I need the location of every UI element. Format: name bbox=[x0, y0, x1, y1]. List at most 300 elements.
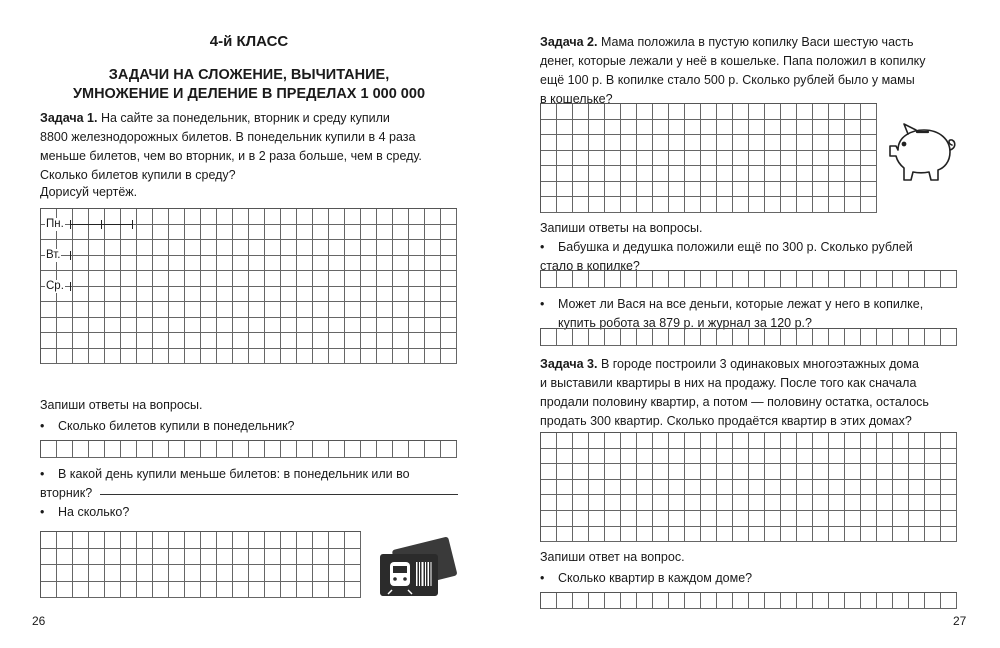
grid-cell[interactable] bbox=[717, 197, 733, 213]
grid-cell[interactable] bbox=[377, 271, 393, 287]
grid-cell[interactable] bbox=[345, 441, 361, 458]
grid-cell[interactable] bbox=[329, 240, 345, 256]
grid-cell[interactable] bbox=[669, 135, 685, 151]
grid-cell[interactable] bbox=[829, 511, 845, 527]
grid-cell[interactable] bbox=[573, 104, 589, 120]
grid-cell[interactable] bbox=[41, 582, 57, 599]
grid-cell[interactable] bbox=[925, 271, 941, 288]
grid-cell[interactable] bbox=[105, 549, 121, 566]
grid-cell[interactable] bbox=[749, 433, 765, 449]
grid-cell[interactable] bbox=[941, 480, 957, 496]
grid-cell[interactable] bbox=[73, 349, 89, 365]
grid-cell[interactable] bbox=[653, 511, 669, 527]
grid-cell[interactable] bbox=[329, 333, 345, 349]
grid-cell[interactable] bbox=[329, 441, 345, 458]
grid-cell[interactable] bbox=[313, 256, 329, 272]
grid-cell[interactable] bbox=[925, 329, 941, 346]
grid-cell[interactable] bbox=[557, 433, 573, 449]
grid-cell[interactable] bbox=[637, 135, 653, 151]
grid-cell[interactable] bbox=[557, 271, 573, 288]
grid-cell[interactable] bbox=[781, 166, 797, 182]
grid-cell[interactable] bbox=[393, 256, 409, 272]
grid-cell[interactable] bbox=[781, 120, 797, 136]
grid-cell[interactable] bbox=[393, 225, 409, 241]
grid-cell[interactable] bbox=[265, 582, 281, 599]
grid-cell[interactable] bbox=[669, 495, 685, 511]
grid-cell[interactable] bbox=[669, 271, 685, 288]
grid-cell[interactable] bbox=[573, 511, 589, 527]
grid-cell[interactable] bbox=[701, 593, 717, 609]
grid-cell[interactable] bbox=[313, 271, 329, 287]
grid-cell[interactable] bbox=[73, 333, 89, 349]
grid-cell[interactable] bbox=[685, 464, 701, 480]
grid-cell[interactable] bbox=[121, 349, 137, 365]
grid-cell[interactable] bbox=[765, 433, 781, 449]
grid-cell[interactable] bbox=[749, 593, 765, 609]
grid-cell[interactable] bbox=[701, 104, 717, 120]
grid-cell[interactable] bbox=[121, 532, 137, 549]
grid-cell[interactable] bbox=[137, 565, 153, 582]
grid-cell[interactable] bbox=[169, 333, 185, 349]
grid-cell[interactable] bbox=[217, 565, 233, 582]
grid-cell[interactable] bbox=[297, 441, 313, 458]
grid-cell[interactable] bbox=[169, 225, 185, 241]
grid-cell[interactable] bbox=[573, 329, 589, 346]
grid-cell[interactable] bbox=[73, 209, 89, 225]
grid-cell[interactable] bbox=[669, 151, 685, 167]
grid-cell[interactable] bbox=[425, 209, 441, 225]
grid-cell[interactable] bbox=[765, 182, 781, 198]
grid-cell[interactable] bbox=[893, 449, 909, 465]
grid-cell[interactable] bbox=[861, 135, 877, 151]
grid-cell[interactable] bbox=[185, 441, 201, 458]
grid-cell[interactable] bbox=[829, 151, 845, 167]
grid-cell[interactable] bbox=[541, 151, 557, 167]
grid-cell[interactable] bbox=[153, 302, 169, 318]
grid-cell[interactable] bbox=[861, 593, 877, 609]
grid-cell[interactable] bbox=[941, 464, 957, 480]
grid-cell[interactable] bbox=[637, 182, 653, 198]
grid-cell[interactable] bbox=[329, 256, 345, 272]
grid-cell[interactable] bbox=[653, 480, 669, 496]
grid-cell[interactable] bbox=[557, 135, 573, 151]
grid-cell[interactable] bbox=[573, 527, 589, 543]
grid-cell[interactable] bbox=[669, 433, 685, 449]
grid-cell[interactable] bbox=[829, 104, 845, 120]
grid-cell[interactable] bbox=[233, 532, 249, 549]
right-answer-3-grid[interactable] bbox=[540, 592, 957, 609]
grid-cell[interactable] bbox=[409, 271, 425, 287]
grid-cell[interactable] bbox=[861, 433, 877, 449]
grid-cell[interactable] bbox=[637, 495, 653, 511]
grid-cell[interactable] bbox=[685, 511, 701, 527]
grid-cell[interactable] bbox=[605, 511, 621, 527]
grid-cell[interactable] bbox=[441, 256, 457, 272]
grid-cell[interactable] bbox=[605, 135, 621, 151]
grid-cell[interactable] bbox=[717, 433, 733, 449]
grid-cell[interactable] bbox=[329, 287, 345, 303]
grid-cell[interactable] bbox=[701, 271, 717, 288]
grid-cell[interactable] bbox=[153, 349, 169, 365]
grid-cell[interactable] bbox=[637, 197, 653, 213]
grid-cell[interactable] bbox=[701, 449, 717, 465]
grid-cell[interactable] bbox=[653, 120, 669, 136]
grid-cell[interactable] bbox=[541, 433, 557, 449]
grid-cell[interactable] bbox=[669, 104, 685, 120]
grid-cell[interactable] bbox=[941, 527, 957, 543]
grid-cell[interactable] bbox=[121, 549, 137, 566]
grid-cell[interactable] bbox=[749, 480, 765, 496]
grid-cell[interactable] bbox=[765, 495, 781, 511]
grid-cell[interactable] bbox=[297, 209, 313, 225]
grid-cell[interactable] bbox=[813, 527, 829, 543]
grid-cell[interactable] bbox=[377, 441, 393, 458]
grid-cell[interactable] bbox=[637, 480, 653, 496]
grid-cell[interactable] bbox=[233, 318, 249, 334]
grid-cell[interactable] bbox=[685, 329, 701, 346]
grid-cell[interactable] bbox=[605, 433, 621, 449]
grid-cell[interactable] bbox=[41, 441, 57, 458]
task-1-drawing-grid[interactable] bbox=[40, 208, 457, 364]
grid-cell[interactable] bbox=[89, 441, 105, 458]
grid-cell[interactable] bbox=[813, 511, 829, 527]
grid-cell[interactable] bbox=[313, 302, 329, 318]
grid-cell[interactable] bbox=[541, 120, 557, 136]
grid-cell[interactable] bbox=[345, 349, 361, 365]
grid-cell[interactable] bbox=[893, 593, 909, 609]
grid-cell[interactable] bbox=[153, 318, 169, 334]
grid-cell[interactable] bbox=[861, 120, 877, 136]
grid-cell[interactable] bbox=[201, 582, 217, 599]
grid-cell[interactable] bbox=[573, 197, 589, 213]
grid-cell[interactable] bbox=[621, 464, 637, 480]
grid-cell[interactable] bbox=[893, 433, 909, 449]
grid-cell[interactable] bbox=[105, 565, 121, 582]
grid-cell[interactable] bbox=[621, 182, 637, 198]
grid-cell[interactable] bbox=[201, 318, 217, 334]
grid-cell[interactable] bbox=[557, 527, 573, 543]
grid-cell[interactable] bbox=[313, 441, 329, 458]
grid-cell[interactable] bbox=[637, 120, 653, 136]
grid-cell[interactable] bbox=[845, 135, 861, 151]
grid-cell[interactable] bbox=[233, 240, 249, 256]
grid-cell[interactable] bbox=[877, 593, 893, 609]
grid-cell[interactable] bbox=[89, 287, 105, 303]
grid-cell[interactable] bbox=[717, 271, 733, 288]
grid-cell[interactable] bbox=[313, 209, 329, 225]
grid-cell[interactable] bbox=[701, 151, 717, 167]
grid-cell[interactable] bbox=[813, 104, 829, 120]
grid-cell[interactable] bbox=[541, 527, 557, 543]
grid-cell[interactable] bbox=[249, 256, 265, 272]
grid-cell[interactable] bbox=[41, 532, 57, 549]
grid-cell[interactable] bbox=[589, 433, 605, 449]
grid-cell[interactable] bbox=[541, 104, 557, 120]
grid-cell[interactable] bbox=[121, 240, 137, 256]
grid-cell[interactable] bbox=[233, 256, 249, 272]
grid-cell[interactable] bbox=[557, 166, 573, 182]
grid-cell[interactable] bbox=[685, 166, 701, 182]
grid-cell[interactable] bbox=[845, 182, 861, 198]
grid-cell[interactable] bbox=[441, 271, 457, 287]
grid-cell[interactable] bbox=[441, 240, 457, 256]
grid-cell[interactable] bbox=[89, 302, 105, 318]
grid-cell[interactable] bbox=[409, 287, 425, 303]
grid-cell[interactable] bbox=[941, 271, 957, 288]
grid-cell[interactable] bbox=[557, 104, 573, 120]
grid-cell[interactable] bbox=[861, 480, 877, 496]
grid-cell[interactable] bbox=[829, 271, 845, 288]
grid-cell[interactable] bbox=[925, 449, 941, 465]
grid-cell[interactable] bbox=[153, 287, 169, 303]
grid-cell[interactable] bbox=[717, 495, 733, 511]
grid-cell[interactable] bbox=[749, 120, 765, 136]
grid-cell[interactable] bbox=[201, 209, 217, 225]
task-3-solution-grid[interactable] bbox=[540, 432, 957, 542]
grid-cell[interactable] bbox=[313, 318, 329, 334]
grid-cell[interactable] bbox=[733, 151, 749, 167]
grid-cell[interactable] bbox=[781, 449, 797, 465]
grid-cell[interactable] bbox=[345, 271, 361, 287]
grid-cell[interactable] bbox=[361, 302, 377, 318]
grid-cell[interactable] bbox=[121, 225, 137, 241]
grid-cell[interactable] bbox=[361, 333, 377, 349]
grid-cell[interactable] bbox=[105, 271, 121, 287]
grid-cell[interactable] bbox=[797, 271, 813, 288]
grid-cell[interactable] bbox=[425, 349, 441, 365]
grid-cell[interactable] bbox=[105, 302, 121, 318]
grid-cell[interactable] bbox=[797, 593, 813, 609]
grid-cell[interactable] bbox=[345, 318, 361, 334]
grid-cell[interactable] bbox=[845, 464, 861, 480]
grid-cell[interactable] bbox=[89, 225, 105, 241]
grid-cell[interactable] bbox=[701, 527, 717, 543]
grid-cell[interactable] bbox=[249, 549, 265, 566]
grid-cell[interactable] bbox=[441, 349, 457, 365]
grid-cell[interactable] bbox=[233, 209, 249, 225]
grid-cell[interactable] bbox=[265, 441, 281, 458]
grid-cell[interactable] bbox=[441, 441, 457, 458]
left-answer-1-grid[interactable] bbox=[40, 440, 457, 458]
grid-cell[interactable] bbox=[749, 511, 765, 527]
grid-cell[interactable] bbox=[861, 182, 877, 198]
grid-cell[interactable] bbox=[265, 287, 281, 303]
grid-cell[interactable] bbox=[281, 271, 297, 287]
grid-cell[interactable] bbox=[41, 302, 57, 318]
grid-cell[interactable] bbox=[717, 464, 733, 480]
grid-cell[interactable] bbox=[393, 349, 409, 365]
grid-cell[interactable] bbox=[425, 271, 441, 287]
grid-cell[interactable] bbox=[701, 135, 717, 151]
grid-cell[interactable] bbox=[313, 532, 329, 549]
grid-cell[interactable] bbox=[265, 256, 281, 272]
grid-cell[interactable] bbox=[701, 120, 717, 136]
grid-cell[interactable] bbox=[297, 225, 313, 241]
grid-cell[interactable] bbox=[637, 449, 653, 465]
grid-cell[interactable] bbox=[813, 120, 829, 136]
grid-cell[interactable] bbox=[717, 449, 733, 465]
grid-cell[interactable] bbox=[57, 302, 73, 318]
grid-cell[interactable] bbox=[621, 271, 637, 288]
grid-cell[interactable] bbox=[73, 287, 89, 303]
grid-cell[interactable] bbox=[845, 329, 861, 346]
grid-cell[interactable] bbox=[409, 302, 425, 318]
grid-cell[interactable] bbox=[441, 209, 457, 225]
grid-cell[interactable] bbox=[137, 349, 153, 365]
grid-cell[interactable] bbox=[217, 256, 233, 272]
grid-cell[interactable] bbox=[653, 527, 669, 543]
grid-cell[interactable] bbox=[813, 166, 829, 182]
grid-cell[interactable] bbox=[605, 104, 621, 120]
grid-cell[interactable] bbox=[781, 527, 797, 543]
grid-cell[interactable] bbox=[765, 151, 781, 167]
grid-cell[interactable] bbox=[345, 209, 361, 225]
grid-cell[interactable] bbox=[605, 480, 621, 496]
grid-cell[interactable] bbox=[717, 182, 733, 198]
grid-cell[interactable] bbox=[829, 166, 845, 182]
grid-cell[interactable] bbox=[621, 495, 637, 511]
grid-cell[interactable] bbox=[685, 104, 701, 120]
grid-cell[interactable] bbox=[653, 135, 669, 151]
grid-cell[interactable] bbox=[297, 271, 313, 287]
grid-cell[interactable] bbox=[169, 349, 185, 365]
grid-cell[interactable] bbox=[829, 593, 845, 609]
grid-cell[interactable] bbox=[105, 287, 121, 303]
grid-cell[interactable] bbox=[345, 256, 361, 272]
grid-cell[interactable] bbox=[89, 333, 105, 349]
grid-cell[interactable] bbox=[265, 271, 281, 287]
grid-cell[interactable] bbox=[861, 197, 877, 213]
grid-cell[interactable] bbox=[73, 441, 89, 458]
grid-cell[interactable] bbox=[909, 511, 925, 527]
grid-cell[interactable] bbox=[829, 480, 845, 496]
grid-cell[interactable] bbox=[169, 549, 185, 566]
grid-cell[interactable] bbox=[877, 433, 893, 449]
grid-cell[interactable] bbox=[557, 464, 573, 480]
grid-cell[interactable] bbox=[893, 527, 909, 543]
grid-cell[interactable] bbox=[265, 549, 281, 566]
grid-cell[interactable] bbox=[669, 480, 685, 496]
grid-cell[interactable] bbox=[845, 433, 861, 449]
grid-cell[interactable] bbox=[313, 225, 329, 241]
grid-cell[interactable] bbox=[153, 209, 169, 225]
grid-cell[interactable] bbox=[653, 449, 669, 465]
grid-cell[interactable] bbox=[813, 593, 829, 609]
grid-cell[interactable] bbox=[605, 271, 621, 288]
grid-cell[interactable] bbox=[185, 256, 201, 272]
grid-cell[interactable] bbox=[781, 197, 797, 213]
grid-cell[interactable] bbox=[685, 197, 701, 213]
grid-cell[interactable] bbox=[265, 209, 281, 225]
grid-cell[interactable] bbox=[877, 329, 893, 346]
grid-cell[interactable] bbox=[701, 329, 717, 346]
grid-cell[interactable] bbox=[169, 240, 185, 256]
grid-cell[interactable] bbox=[557, 495, 573, 511]
grid-cell[interactable] bbox=[685, 135, 701, 151]
grid-cell[interactable] bbox=[733, 527, 749, 543]
grid-cell[interactable] bbox=[637, 104, 653, 120]
grid-cell[interactable] bbox=[329, 225, 345, 241]
grid-cell[interactable] bbox=[105, 318, 121, 334]
grid-cell[interactable] bbox=[185, 225, 201, 241]
grid-cell[interactable] bbox=[829, 449, 845, 465]
grid-cell[interactable] bbox=[589, 495, 605, 511]
grid-cell[interactable] bbox=[153, 532, 169, 549]
grid-cell[interactable] bbox=[137, 256, 153, 272]
grid-cell[interactable] bbox=[861, 449, 877, 465]
grid-cell[interactable] bbox=[233, 225, 249, 241]
grid-cell[interactable] bbox=[621, 151, 637, 167]
grid-cell[interactable] bbox=[393, 302, 409, 318]
grid-cell[interactable] bbox=[925, 464, 941, 480]
grid-cell[interactable] bbox=[541, 197, 557, 213]
grid-cell[interactable] bbox=[909, 449, 925, 465]
grid-cell[interactable] bbox=[669, 511, 685, 527]
grid-cell[interactable] bbox=[717, 511, 733, 527]
grid-cell[interactable] bbox=[297, 302, 313, 318]
grid-cell[interactable] bbox=[589, 329, 605, 346]
grid-cell[interactable] bbox=[781, 151, 797, 167]
grid-cell[interactable] bbox=[685, 151, 701, 167]
grid-cell[interactable] bbox=[249, 209, 265, 225]
grid-cell[interactable] bbox=[137, 318, 153, 334]
grid-cell[interactable] bbox=[137, 333, 153, 349]
grid-cell[interactable] bbox=[941, 495, 957, 511]
grid-cell[interactable] bbox=[377, 209, 393, 225]
grid-cell[interactable] bbox=[105, 349, 121, 365]
grid-cell[interactable] bbox=[265, 318, 281, 334]
grid-cell[interactable] bbox=[797, 135, 813, 151]
grid-cell[interactable] bbox=[377, 240, 393, 256]
grid-cell[interactable] bbox=[749, 527, 765, 543]
grid-cell[interactable] bbox=[573, 166, 589, 182]
grid-cell[interactable] bbox=[701, 166, 717, 182]
grid-cell[interactable] bbox=[829, 433, 845, 449]
grid-cell[interactable] bbox=[169, 209, 185, 225]
grid-cell[interactable] bbox=[781, 511, 797, 527]
grid-cell[interactable] bbox=[845, 480, 861, 496]
grid-cell[interactable] bbox=[105, 256, 121, 272]
grid-cell[interactable] bbox=[813, 433, 829, 449]
grid-cell[interactable] bbox=[249, 302, 265, 318]
grid-cell[interactable] bbox=[41, 549, 57, 566]
grid-cell[interactable] bbox=[605, 120, 621, 136]
grid-cell[interactable] bbox=[797, 464, 813, 480]
grid-cell[interactable] bbox=[829, 527, 845, 543]
grid-cell[interactable] bbox=[409, 240, 425, 256]
grid-cell[interactable] bbox=[749, 464, 765, 480]
grid-cell[interactable] bbox=[329, 318, 345, 334]
grid-cell[interactable] bbox=[329, 532, 345, 549]
grid-cell[interactable] bbox=[573, 480, 589, 496]
grid-cell[interactable] bbox=[589, 527, 605, 543]
grid-cell[interactable] bbox=[925, 480, 941, 496]
grid-cell[interactable] bbox=[589, 464, 605, 480]
grid-cell[interactable] bbox=[217, 240, 233, 256]
grid-cell[interactable] bbox=[425, 256, 441, 272]
left-answer-3-grid[interactable] bbox=[40, 531, 361, 598]
grid-cell[interactable] bbox=[425, 318, 441, 334]
grid-cell[interactable] bbox=[941, 433, 957, 449]
grid-cell[interactable] bbox=[377, 287, 393, 303]
grid-cell[interactable] bbox=[361, 349, 377, 365]
grid-cell[interactable] bbox=[605, 197, 621, 213]
grid-cell[interactable] bbox=[233, 333, 249, 349]
grid-cell[interactable] bbox=[733, 182, 749, 198]
grid-cell[interactable] bbox=[169, 565, 185, 582]
grid-cell[interactable] bbox=[653, 495, 669, 511]
grid-cell[interactable] bbox=[685, 480, 701, 496]
